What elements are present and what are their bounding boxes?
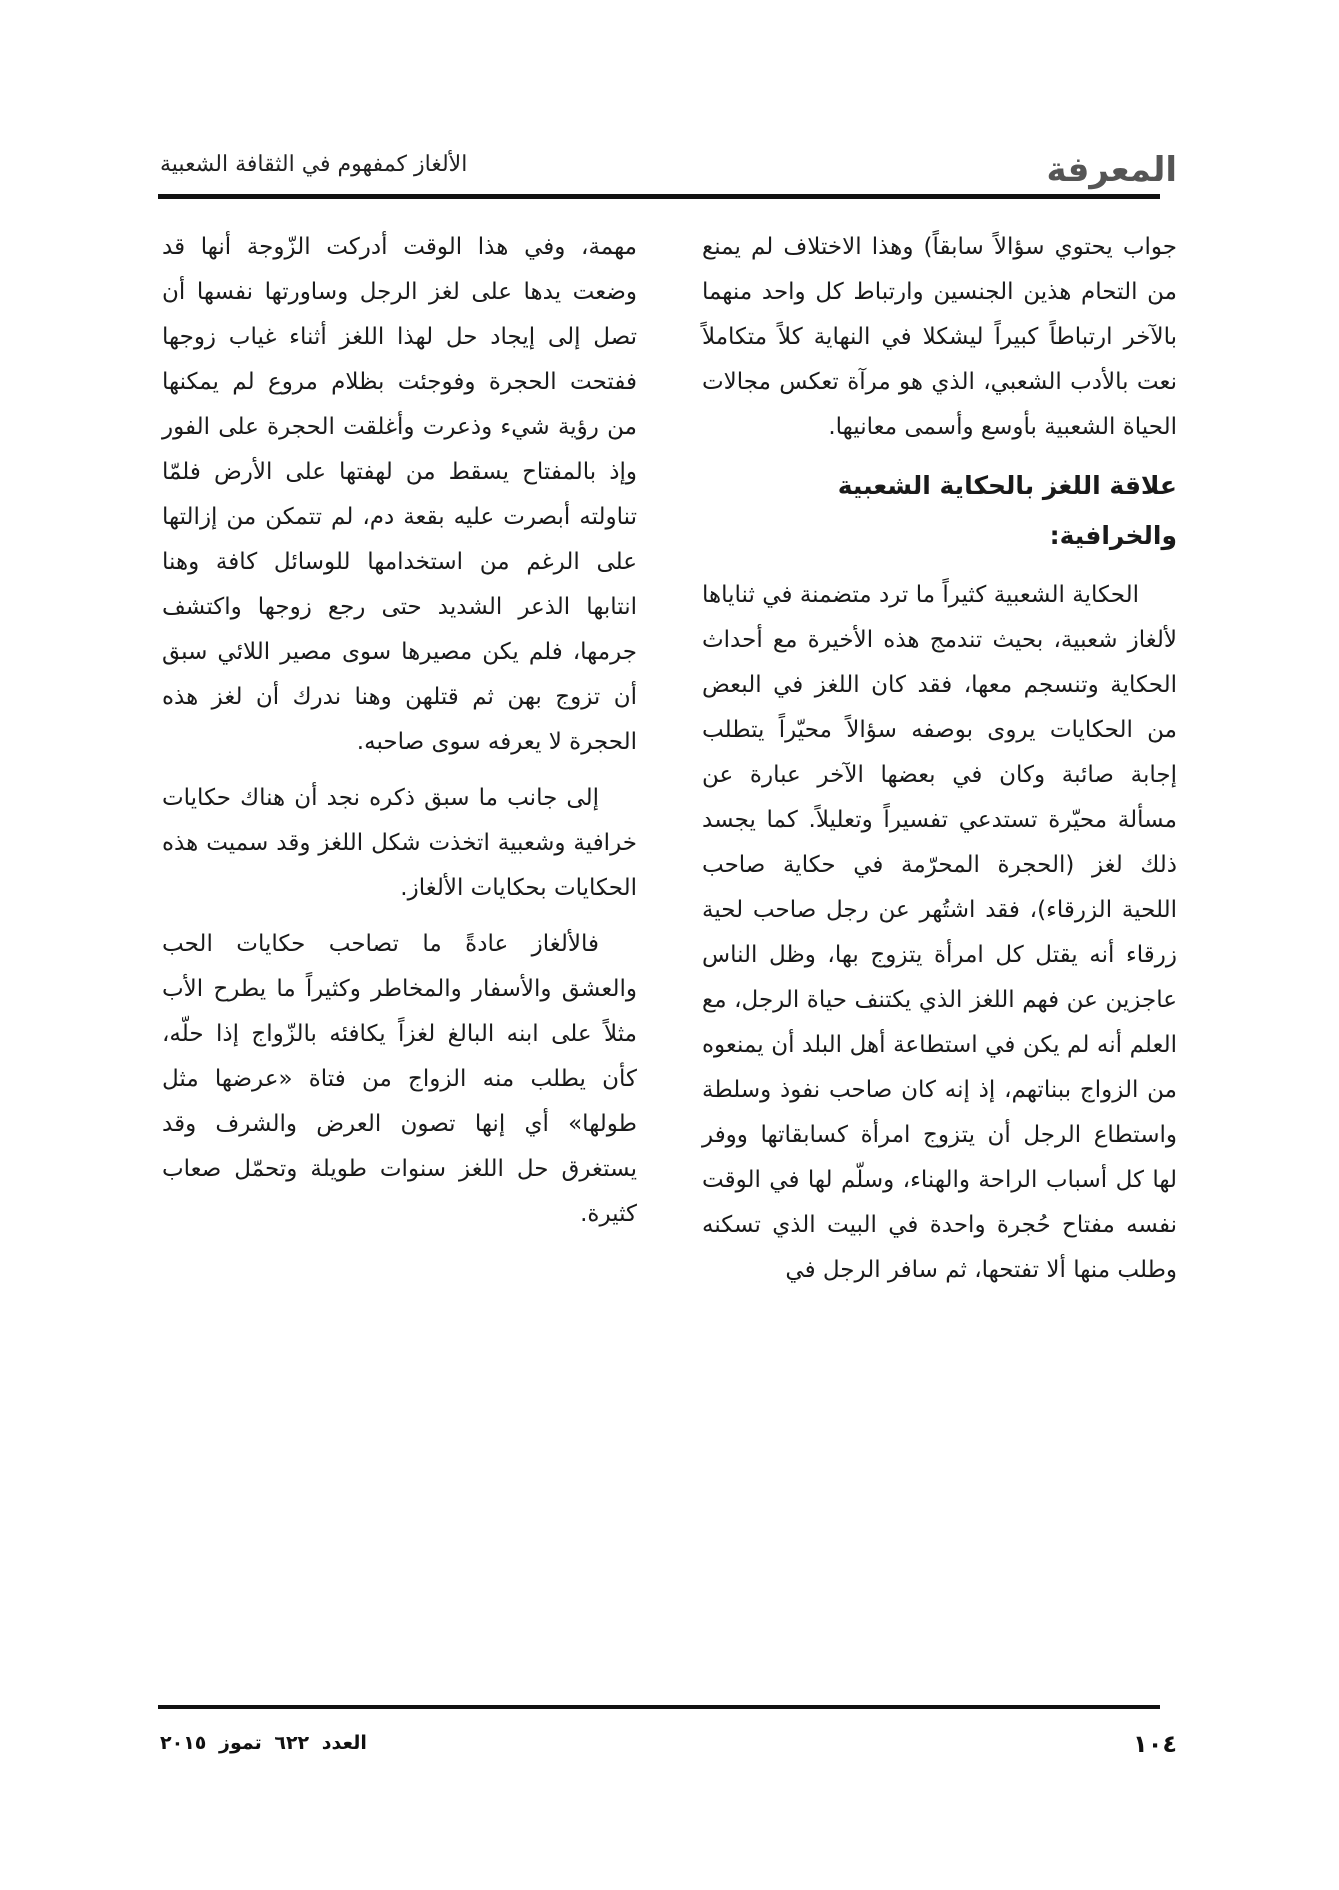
footer-rule <box>158 1705 1160 1709</box>
header-rule <box>158 194 1160 199</box>
page-number: ١٠٤ <box>1133 1730 1177 1758</box>
magazine-logo: المعرفة <box>1046 150 1177 190</box>
paragraph: فالألغاز عادةً ما تصاحب حكايات الحب والعشق والأسفار والمخاطر وكثيراً ما يطرح الأب مثلاً على ابنه البالغ لغزاً يكافئه بالزّواج إذا حلّه، كأن يطلب منه الزواج من فتاة «عرضها مثل طولها» أي إنها تصون العرض والشرف وقد يستغرق حل اللغز سنوات طويلة وتحمّل صعاب كثيرة. <box>162 931 637 1227</box>
text-column-right <box>702 225 1177 1304</box>
section-heading: علاقة اللغز بالحكاية الشعبية والخرافية: <box>837 471 1177 550</box>
paragraph: جواب يحتوي سؤالاً سابقاً) وهذا الاختلاف لم يمنع من التحام هذين الجنسين وارتباط كل واحد منهما بالآخر ارتباطاً كبيراً ليشكلا في النهاية كلاً متكاملاً نعت بالأدب الشعبي، الذي هو مرآة تعكس مجالات الحياة الشعبية بأوسع وأسمى معانيها. <box>702 234 1177 440</box>
paragraph: إلى جانب ما سبق ذكره نجد أن هناك حكايات خرافية وشعبية اتخذت شكل اللغز وقد سميت هذه الحكايات بحكايات الألغاز. <box>162 785 637 901</box>
running-header-title: الألغاز كمفهوم في الثقافة الشعبية <box>160 152 468 177</box>
paragraph: الحكاية الشعبية كثيراً ما ترد متضمنة في ثناياها لألغاز شعبية، بحيث تندمج هذه الأخيرة مع أحداث الحكاية وتنسجم معها، فقد كان اللغز في البعض من الحكايات يروى بوصفه سؤالاً محيّراً يتطلب إجابة صائبة وكان في بعضها الآخر عبارة عن مسألة محيّرة تستدعي تفسيراً وتعليلاً. كما يجسد ذلك لغز (الحجرة المحرّمة في حكاية صاحب اللحية الزرقاء)، فقد اشتُهر عن رجل صاحب لحية زرقاء أنه يقتل كل امرأة يتزوج بها، وظل الناس عاجزين عن فهم اللغز الذي يكتنف حياة الرجل، مع العلم أنه لم يكن في استطاعة أهل البلد أن يمنعوه من الزواج ببناتهم، إذ إنه كان صاحب نفوذ وسلطة واستطاع الرجل أن يتزوج امرأة كسابقاتها ووفر لها كل أسباب الراحة والهناء، وسلّم لها في الوقت نفسه مفتاح حُجرة واحدة في البيت الذي تسكنه وطلب منها ألا تفتحها، ثم سافر الرجل في <box>702 582 1177 1283</box>
text-column-left <box>162 225 637 1248</box>
paragraph: مهمة، وفي هذا الوقت أدركت الزّوجة أنها قد وضعت يدها على لغز الرجل وساورتها نفسها أن تصل إلى إيجاد حل لهذا اللغز أثناء غياب زوجها ففتحت الحجرة وفوجئت بظلام مروع لم يمكنها من رؤية شيء وذعرت وأغلقت الحجرة على الفور وإذ بالمفتاح يسقط من لهفتها على الأرض فلمّا تناولته أبصرت عليه بقعة دم، لم تتمكن من إزالتها على الرغم من استخدامها للوسائل كافة وهنا انتابها الذعر الشديد حتى رجع زوجها واكتشف جرمها، فلم يكن مصيرها سوى مصير اللائي سبق أن تزوج بهن ثم قتلهن وهنا ندرك أن لغز هذه الحجرة لا يعرفه سوى صاحبه. <box>162 234 637 755</box>
issue-info: العدد ٦٢٢ تموز ٢٠١٥ <box>160 1732 367 1754</box>
